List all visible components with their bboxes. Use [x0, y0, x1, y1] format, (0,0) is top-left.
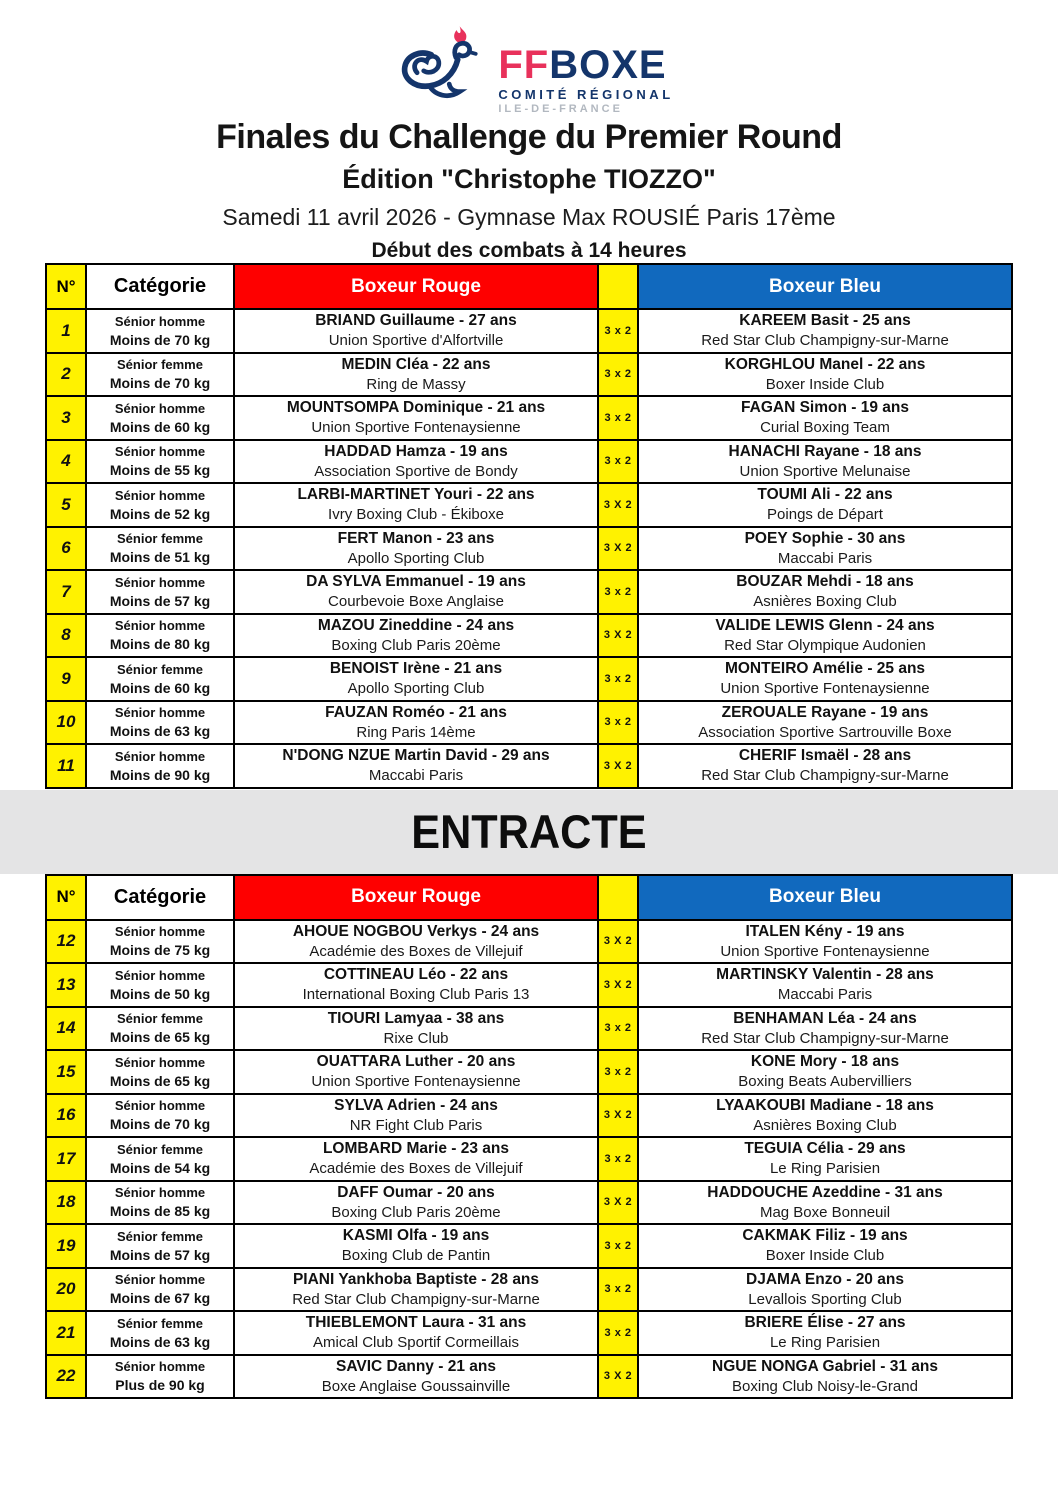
red-boxer-name: DA SYLVA Emmanuel - 19 ans: [306, 573, 526, 591]
bout-row: [46, 483, 1012, 527]
blue-boxer-club: Maccabi Paris: [777, 986, 873, 1004]
bout-number: 7: [46, 570, 86, 614]
blue-boxer-name: VALIDE LEWIS Glenn - 24 ans: [715, 616, 935, 634]
bout-rounds: 3 x 2: [598, 1137, 638, 1181]
category-weight: Moins de 80 kg: [109, 636, 211, 653]
bout-number: 6: [46, 527, 86, 571]
bout-rounds: 3 x 2: [598, 701, 638, 745]
header-number: N°: [46, 875, 86, 920]
bout-category: [86, 309, 234, 353]
header-category: Catégorie: [86, 875, 234, 920]
blue-boxer-club: Boxer Inside Club: [765, 375, 885, 393]
bout-category: [86, 1094, 234, 1138]
red-boxer-cell: [234, 1268, 598, 1312]
bout-rounds: 3 x 2: [598, 1268, 638, 1312]
red-boxer-cell: [234, 570, 598, 614]
bout-rounds: 3 x 2: [598, 1007, 638, 1051]
bout-row: [46, 963, 1012, 1007]
blue-boxer-cell: [638, 570, 1012, 614]
blue-boxer-name: TOUMI Ali - 22 ans: [757, 486, 893, 504]
header-number: N°: [46, 264, 86, 309]
bout-category: [86, 920, 234, 964]
blue-boxer-name: KAREEM Basit - 25 ans: [739, 312, 911, 330]
category-division: Sénior homme: [114, 400, 206, 416]
bouts-table-part2: [45, 874, 1013, 1400]
blue-boxer-cell: [638, 920, 1012, 964]
bout-category: [86, 744, 234, 788]
intermission-label: ENTRACTE: [411, 805, 647, 858]
category-weight: Moins de 57 kg: [109, 592, 211, 609]
blue-boxer-club: Curial Boxing Team: [760, 419, 890, 437]
category-division: Sénior homme: [114, 748, 206, 764]
blue-boxer-club: Levallois Sporting Club: [748, 1290, 902, 1308]
red-boxer-cell: [234, 701, 598, 745]
blue-boxer-club: Union Sportive Melunaise: [739, 462, 911, 480]
blue-boxer-cell: [638, 614, 1012, 658]
bout-row: [46, 701, 1012, 745]
header-rounds-gap: [598, 264, 638, 309]
red-boxer-name: FERT Manon - 23 ans: [337, 529, 495, 547]
blue-boxer-club: Red Star Club Champigny-sur-Marne: [701, 767, 949, 785]
bout-number: 17: [46, 1137, 86, 1181]
bout-number: 9: [46, 657, 86, 701]
red-boxer-cell: [234, 920, 598, 964]
category-division: Sénior homme: [114, 1098, 206, 1114]
blue-boxer-club: Mag Boxe Bonneuil: [759, 1203, 891, 1221]
red-boxer-club: NR Fight Club Paris: [349, 1116, 483, 1134]
category-division: Sénior femme: [117, 1011, 203, 1027]
blue-boxer-club: Red Star Club Champigny-sur-Marne: [701, 332, 949, 350]
red-boxer-cell: [234, 440, 598, 484]
blue-boxer-name: CAKMAK Filiz - 19 ans: [742, 1227, 908, 1245]
blue-boxer-club: Boxing Club Noisy-le-Grand: [732, 1377, 918, 1395]
red-boxer-cell: [234, 1007, 598, 1051]
blue-boxer-cell: [638, 1311, 1012, 1355]
red-boxer-club: Ring de Massy: [366, 375, 466, 393]
red-boxer-name: HADDAD Hamza - 19 ans: [324, 442, 508, 460]
blue-boxer-name: NGUE NONGA Gabriel - 31 ans: [712, 1357, 938, 1375]
bout-category: [86, 1181, 234, 1225]
red-boxer-name: MAZOU Zineddine - 24 ans: [317, 616, 515, 634]
red-boxer-cell: [234, 1050, 598, 1094]
blue-boxer-club: Red Star Club Champigny-sur-Marne: [701, 1029, 949, 1047]
red-boxer-name: SAVIC Danny - 21 ans: [336, 1357, 496, 1375]
blue-boxer-club: Le Ring Parisien: [769, 1334, 881, 1352]
start-time: Début des combats à 14 heures: [371, 239, 687, 262]
category-division: Sénior femme: [117, 531, 203, 547]
bout-row: [46, 353, 1012, 397]
blue-boxer-cell: [638, 483, 1012, 527]
rooster-crest: [454, 26, 466, 42]
red-boxer-cell: [234, 309, 598, 353]
bout-rounds: 3 X 2: [598, 920, 638, 964]
blue-boxer-club: Union Sportive Fontenaysienne: [720, 680, 930, 698]
category-division: Sénior homme: [114, 1359, 206, 1375]
blue-boxer-cell: [638, 1355, 1012, 1399]
blue-boxer-club: Boxer Inside Club: [765, 1247, 885, 1265]
blue-boxer-name: BRIERE Élise - 27 ans: [744, 1314, 906, 1332]
red-boxer-cell: [234, 353, 598, 397]
blue-boxer-name: POEY Sophie - 30 ans: [744, 529, 906, 547]
category-weight: Moins de 70 kg: [109, 331, 211, 348]
bout-category: [86, 963, 234, 1007]
blue-boxer-club: Poings de Départ: [767, 506, 883, 524]
category-division: Sénior homme: [114, 487, 206, 503]
category-weight: Moins de 85 kg: [109, 1203, 211, 1220]
ffboxe-logo: [0, 24, 1058, 116]
bout-category: [86, 353, 234, 397]
intermission-band: [0, 790, 1058, 874]
category-weight: Moins de 70 kg: [109, 375, 211, 392]
red-boxer-cell: [234, 1311, 598, 1355]
bout-number: 4: [46, 440, 86, 484]
blue-boxer-club: Le Ring Parisien: [769, 1160, 881, 1178]
red-boxer-club: Amical Club Sportif Cormeillais: [313, 1334, 519, 1352]
category-division: Sénior homme: [114, 924, 206, 940]
bout-number: 22: [46, 1355, 86, 1399]
bout-row: [46, 1355, 1012, 1399]
category-division: Sénior homme: [114, 1272, 206, 1288]
header-blue-boxer: Boxeur Bleu: [638, 264, 1012, 309]
red-boxer-name: LARBI-MARTINET Youri - 22 ans: [297, 486, 535, 504]
category-weight: Moins de 52 kg: [109, 505, 211, 522]
bout-row: [46, 1181, 1012, 1225]
blue-boxer-name: MARTINSKY Valentin - 28 ans: [716, 966, 934, 984]
red-boxer-club: Boxing Club de Pantin: [341, 1247, 491, 1265]
blue-boxer-cell: [638, 744, 1012, 788]
red-boxer-name: N'DONG NZUE Martin David - 29 ans: [282, 747, 550, 765]
bout-row: [46, 1224, 1012, 1268]
bout-row: [46, 440, 1012, 484]
bout-number: 19: [46, 1224, 86, 1268]
rooster-icon: [384, 24, 488, 112]
bout-row: [46, 744, 1012, 788]
bout-rounds: 3 x 2: [598, 1311, 638, 1355]
red-boxer-name: TIOURI Lamyaa - 38 ans: [327, 1009, 505, 1027]
red-boxer-club: Ring Paris 14ème: [356, 723, 476, 741]
blue-boxer-club: Maccabi Paris: [777, 549, 873, 567]
red-boxer-club: Maccabi Paris: [368, 767, 464, 785]
blue-boxer-name: HADDOUCHE Azeddine - 31 ans: [707, 1183, 943, 1201]
category-division: Sénior femme: [117, 661, 203, 677]
blue-boxer-name: HANACHI Rayane - 18 ans: [728, 442, 922, 460]
category-weight: Plus de 90 kg: [115, 1377, 205, 1394]
bout-category: [86, 1050, 234, 1094]
bout-rounds: 3 x 2: [598, 309, 638, 353]
bout-category: [86, 1137, 234, 1181]
bout-row: [46, 1050, 1012, 1094]
date-venue: Samedi 11 avril 2026 - Gymnase Max ROUSIÉ Paris 17ème: [222, 204, 836, 230]
bout-rounds: 3 x 2: [598, 657, 638, 701]
committee-label: COMITÉ RÉGIONAL: [498, 87, 674, 102]
bout-category: [86, 701, 234, 745]
red-boxer-cell: [234, 396, 598, 440]
category-division: Sénior homme: [114, 618, 206, 634]
blue-boxer-cell: [638, 309, 1012, 353]
category-division: Sénior homme: [114, 313, 206, 329]
edition-subtitle: Édition "Christophe TIOZZO": [342, 164, 716, 194]
red-boxer-name: PIANI Yankhoba Baptiste - 28 ans: [292, 1270, 540, 1288]
blue-boxer-cell: [638, 440, 1012, 484]
blue-boxer-name: KONE Mory - 18 ans: [750, 1053, 900, 1071]
bout-number: 13: [46, 963, 86, 1007]
bout-number: 2: [46, 353, 86, 397]
category-weight: Moins de 65 kg: [109, 1072, 211, 1089]
red-boxer-name: BRIAND Guillaume - 27 ans: [315, 312, 517, 330]
blue-boxer-cell: [638, 1050, 1012, 1094]
blue-boxer-club: Asnières Boxing Club: [753, 593, 897, 611]
header-rounds-gap: [598, 875, 638, 920]
red-boxer-cell: [234, 657, 598, 701]
bout-rounds: 3 X 2: [598, 1355, 638, 1399]
document-header: [0, 118, 1058, 263]
blue-boxer-cell: [638, 1224, 1012, 1268]
red-boxer-cell: [234, 614, 598, 658]
blue-boxer-cell: [638, 1268, 1012, 1312]
red-boxer-name: AHOUE NOGBOU Verkys - 24 ans: [292, 922, 540, 940]
category-division: Sénior homme: [114, 444, 206, 460]
bout-number: 20: [46, 1268, 86, 1312]
header-blue-boxer: Boxeur Bleu: [638, 875, 1012, 920]
bout-number: 16: [46, 1094, 86, 1138]
red-boxer-name: BENOIST Irène - 21 ans: [329, 660, 503, 678]
blue-boxer-cell: [638, 396, 1012, 440]
bout-number: 3: [46, 396, 86, 440]
bout-rounds: 3 x 2: [598, 570, 638, 614]
blue-boxer-cell: [638, 1137, 1012, 1181]
bout-row: [46, 396, 1012, 440]
category-weight: Moins de 75 kg: [109, 942, 211, 959]
bout-rounds: 3 x 2: [598, 353, 638, 397]
bouts-table-part1: [45, 263, 1013, 789]
bout-category: [86, 1268, 234, 1312]
category-weight: Moins de 65 kg: [109, 1029, 211, 1046]
blue-boxer-name: BOUZAR Mehdi - 18 ans: [736, 573, 914, 591]
red-boxer-name: THIEBLEMONT Laura - 31 ans: [305, 1314, 527, 1332]
category-weight: Moins de 51 kg: [109, 549, 211, 566]
blue-boxer-name: ITALEN Kény - 19 ans: [745, 922, 905, 940]
red-boxer-cell: [234, 527, 598, 571]
red-boxer-club: Boxe Anglaise Goussainville: [321, 1377, 511, 1395]
red-boxer-name: DAFF Oumar - 20 ans: [337, 1183, 495, 1201]
bout-number: 18: [46, 1181, 86, 1225]
bout-category: [86, 570, 234, 614]
red-boxer-name: KASMI Olfa - 19 ans: [342, 1227, 490, 1245]
bout-number: 1: [46, 309, 86, 353]
red-boxer-club: Rixe Club: [383, 1029, 449, 1047]
category-weight: Moins de 57 kg: [109, 1246, 211, 1263]
bout-number: 8: [46, 614, 86, 658]
logo-text: [498, 24, 673, 115]
red-boxer-club: International Boxing Club Paris 13: [302, 986, 530, 1004]
category-division: Sénior femme: [117, 1228, 203, 1244]
blue-boxer-name: FAGAN Simon - 19 ans: [741, 399, 909, 417]
bout-category: [86, 1224, 234, 1268]
bout-rounds: 3 x 2: [598, 396, 638, 440]
category-division: Sénior homme: [114, 705, 206, 721]
category-weight: Moins de 50 kg: [109, 985, 211, 1002]
red-boxer-club: Boxing Club Paris 20ème: [331, 636, 501, 654]
red-boxer-club: Courbevoie Boxe Anglaise: [328, 593, 504, 611]
red-boxer-cell: [234, 1181, 598, 1225]
brand-ff: FF: [498, 43, 550, 87]
blue-boxer-club: Boxing Beats Aubervilliers: [738, 1073, 912, 1091]
blue-boxer-club: Asnières Boxing Club: [753, 1116, 897, 1134]
red-boxer-name: LOMBARD Marie - 23 ans: [322, 1140, 510, 1158]
blue-boxer-club: Association Sportive Sartrouville Boxe: [698, 723, 952, 741]
bout-number: 21: [46, 1311, 86, 1355]
bout-category: [86, 614, 234, 658]
blue-boxer-cell: [638, 527, 1012, 571]
bout-rounds: 3 x 2: [598, 440, 638, 484]
red-boxer-name: FAUZAN Roméo - 21 ans: [325, 703, 507, 721]
brand-boxe: BOXE: [549, 43, 667, 87]
bout-number: 11: [46, 744, 86, 788]
region-label: ILE-DE-FRANCE: [498, 103, 623, 115]
table-header-row: [46, 875, 1012, 920]
bout-rounds: 3 x 2: [598, 1224, 638, 1268]
category-division: Sénior femme: [117, 1315, 203, 1331]
table-header-row: [46, 264, 1012, 309]
red-boxer-club: Apollo Sporting Club: [347, 680, 485, 698]
header-red-boxer: Boxeur Rouge: [234, 264, 598, 309]
bout-category: [86, 527, 234, 571]
bout-rounds: 3 X 2: [598, 483, 638, 527]
blue-boxer-cell: [638, 1094, 1012, 1138]
red-boxer-club: Union Sportive Fontenaysienne: [311, 419, 521, 437]
blue-boxer-name: KORGHLOU Manel - 22 ans: [724, 355, 926, 373]
bout-row: [46, 1007, 1012, 1051]
blue-boxer-name: TEGUIA Célia - 29 ans: [744, 1140, 906, 1158]
category-weight: Moins de 60 kg: [109, 418, 211, 435]
header-category: Catégorie: [86, 264, 234, 309]
blue-boxer-cell: [638, 1181, 1012, 1225]
brand-name: [498, 43, 673, 87]
bout-rounds: 3 X 2: [598, 1094, 638, 1138]
bout-category: [86, 1355, 234, 1399]
red-boxer-club: Académie des Boxes de Villejuif: [309, 1160, 523, 1178]
bout-category: [86, 440, 234, 484]
bout-row: [46, 1094, 1012, 1138]
blue-boxer-name: LYAAKOUBI Madiane - 18 ans: [716, 1096, 934, 1114]
bout-number: 10: [46, 701, 86, 745]
blue-boxer-name: CHERIF Ismaël - 28 ans: [738, 747, 912, 765]
category-weight: Moins de 63 kg: [109, 1333, 211, 1350]
red-boxer-name: COTTINEAU Léo - 22 ans: [323, 966, 509, 984]
red-boxer-name: MEDIN Cléa - 22 ans: [341, 355, 491, 373]
blue-boxer-cell: [638, 701, 1012, 745]
header-red-boxer: Boxeur Rouge: [234, 875, 598, 920]
bout-number: 15: [46, 1050, 86, 1094]
red-boxer-cell: [234, 1094, 598, 1138]
red-boxer-name: OUATTARA Luther - 20 ans: [316, 1053, 516, 1071]
bout-rounds: 3 X 2: [598, 614, 638, 658]
bout-row: [46, 657, 1012, 701]
red-boxer-name: MOUNTSOMPA Dominique - 21 ans: [286, 399, 546, 417]
bout-row: [46, 1268, 1012, 1312]
red-boxer-club: Red Star Club Champigny-sur-Marne: [292, 1290, 540, 1308]
blue-boxer-cell: [638, 657, 1012, 701]
red-boxer-cell: [234, 1355, 598, 1399]
bout-row: [46, 614, 1012, 658]
red-boxer-cell: [234, 744, 598, 788]
red-boxer-cell: [234, 1137, 598, 1181]
category-division: Sénior homme: [114, 967, 206, 983]
bout-rounds: 3 X 2: [598, 1181, 638, 1225]
category-division: Sénior femme: [117, 1141, 203, 1157]
category-weight: Moins de 63 kg: [109, 723, 211, 740]
blue-boxer-cell: [638, 963, 1012, 1007]
bout-row: [46, 309, 1012, 353]
bout-category: [86, 1007, 234, 1051]
blue-boxer-name: ZEROUALE Rayane - 19 ans: [721, 703, 929, 721]
bout-number: 5: [46, 483, 86, 527]
bout-row: [46, 920, 1012, 964]
bout-row: [46, 1311, 1012, 1355]
category-division: Sénior homme: [114, 574, 206, 590]
category-weight: Moins de 90 kg: [109, 766, 211, 783]
bout-category: [86, 1311, 234, 1355]
bout-category: [86, 483, 234, 527]
red-boxer-club: Union Sportive Fontenaysienne: [311, 1073, 521, 1091]
blue-boxer-name: MONTEIRO Amélie - 25 ans: [724, 660, 926, 678]
blue-boxer-name: BENHAMAN Léa - 24 ans: [733, 1009, 917, 1027]
category-weight: Moins de 54 kg: [109, 1159, 211, 1176]
category-weight: Moins de 67 kg: [109, 1290, 211, 1307]
bout-category: [86, 396, 234, 440]
blue-boxer-cell: [638, 1007, 1012, 1051]
bout-row: [46, 570, 1012, 614]
category-division: Sénior femme: [117, 357, 203, 373]
category-weight: Moins de 55 kg: [109, 462, 211, 479]
bout-rounds: 3 X 2: [598, 527, 638, 571]
category-weight: Moins de 60 kg: [109, 679, 211, 696]
bout-rounds: 3 x 2: [598, 1050, 638, 1094]
category-weight: Moins de 70 kg: [109, 1116, 211, 1133]
red-boxer-cell: [234, 963, 598, 1007]
blue-boxer-club: Union Sportive Fontenaysienne: [720, 942, 930, 960]
blue-boxer-name: DJAMA Enzo - 20 ans: [746, 1270, 904, 1288]
red-boxer-club: Académie des Boxes de Villejuif: [309, 942, 523, 960]
bout-category: [86, 657, 234, 701]
bout-rounds: 3 X 2: [598, 744, 638, 788]
red-boxer-club: Apollo Sporting Club: [347, 549, 485, 567]
bout-row: [46, 527, 1012, 571]
category-division: Sénior homme: [114, 1054, 206, 1070]
red-boxer-club: Boxing Club Paris 20ème: [331, 1203, 501, 1221]
bout-rounds: 3 X 2: [598, 963, 638, 1007]
bout-number: 14: [46, 1007, 86, 1051]
red-boxer-name: SYLVA Adrien - 24 ans: [334, 1096, 498, 1114]
category-division: Sénior homme: [114, 1185, 206, 1201]
red-boxer-club: Association Sportive de Bondy: [314, 462, 518, 480]
red-boxer-club: Ivry Boxing Club - Ékiboxe: [328, 506, 504, 524]
red-boxer-cell: [234, 1224, 598, 1268]
bout-number: 12: [46, 920, 86, 964]
bout-row: [46, 1137, 1012, 1181]
page-title: Finales du Challenge du Premier Round: [216, 118, 842, 156]
blue-boxer-club: Red Star Olympique Audonien: [724, 636, 926, 654]
blue-boxer-cell: [638, 353, 1012, 397]
red-boxer-cell: [234, 483, 598, 527]
red-boxer-club: Union Sportive d'Alfortville: [328, 332, 504, 350]
